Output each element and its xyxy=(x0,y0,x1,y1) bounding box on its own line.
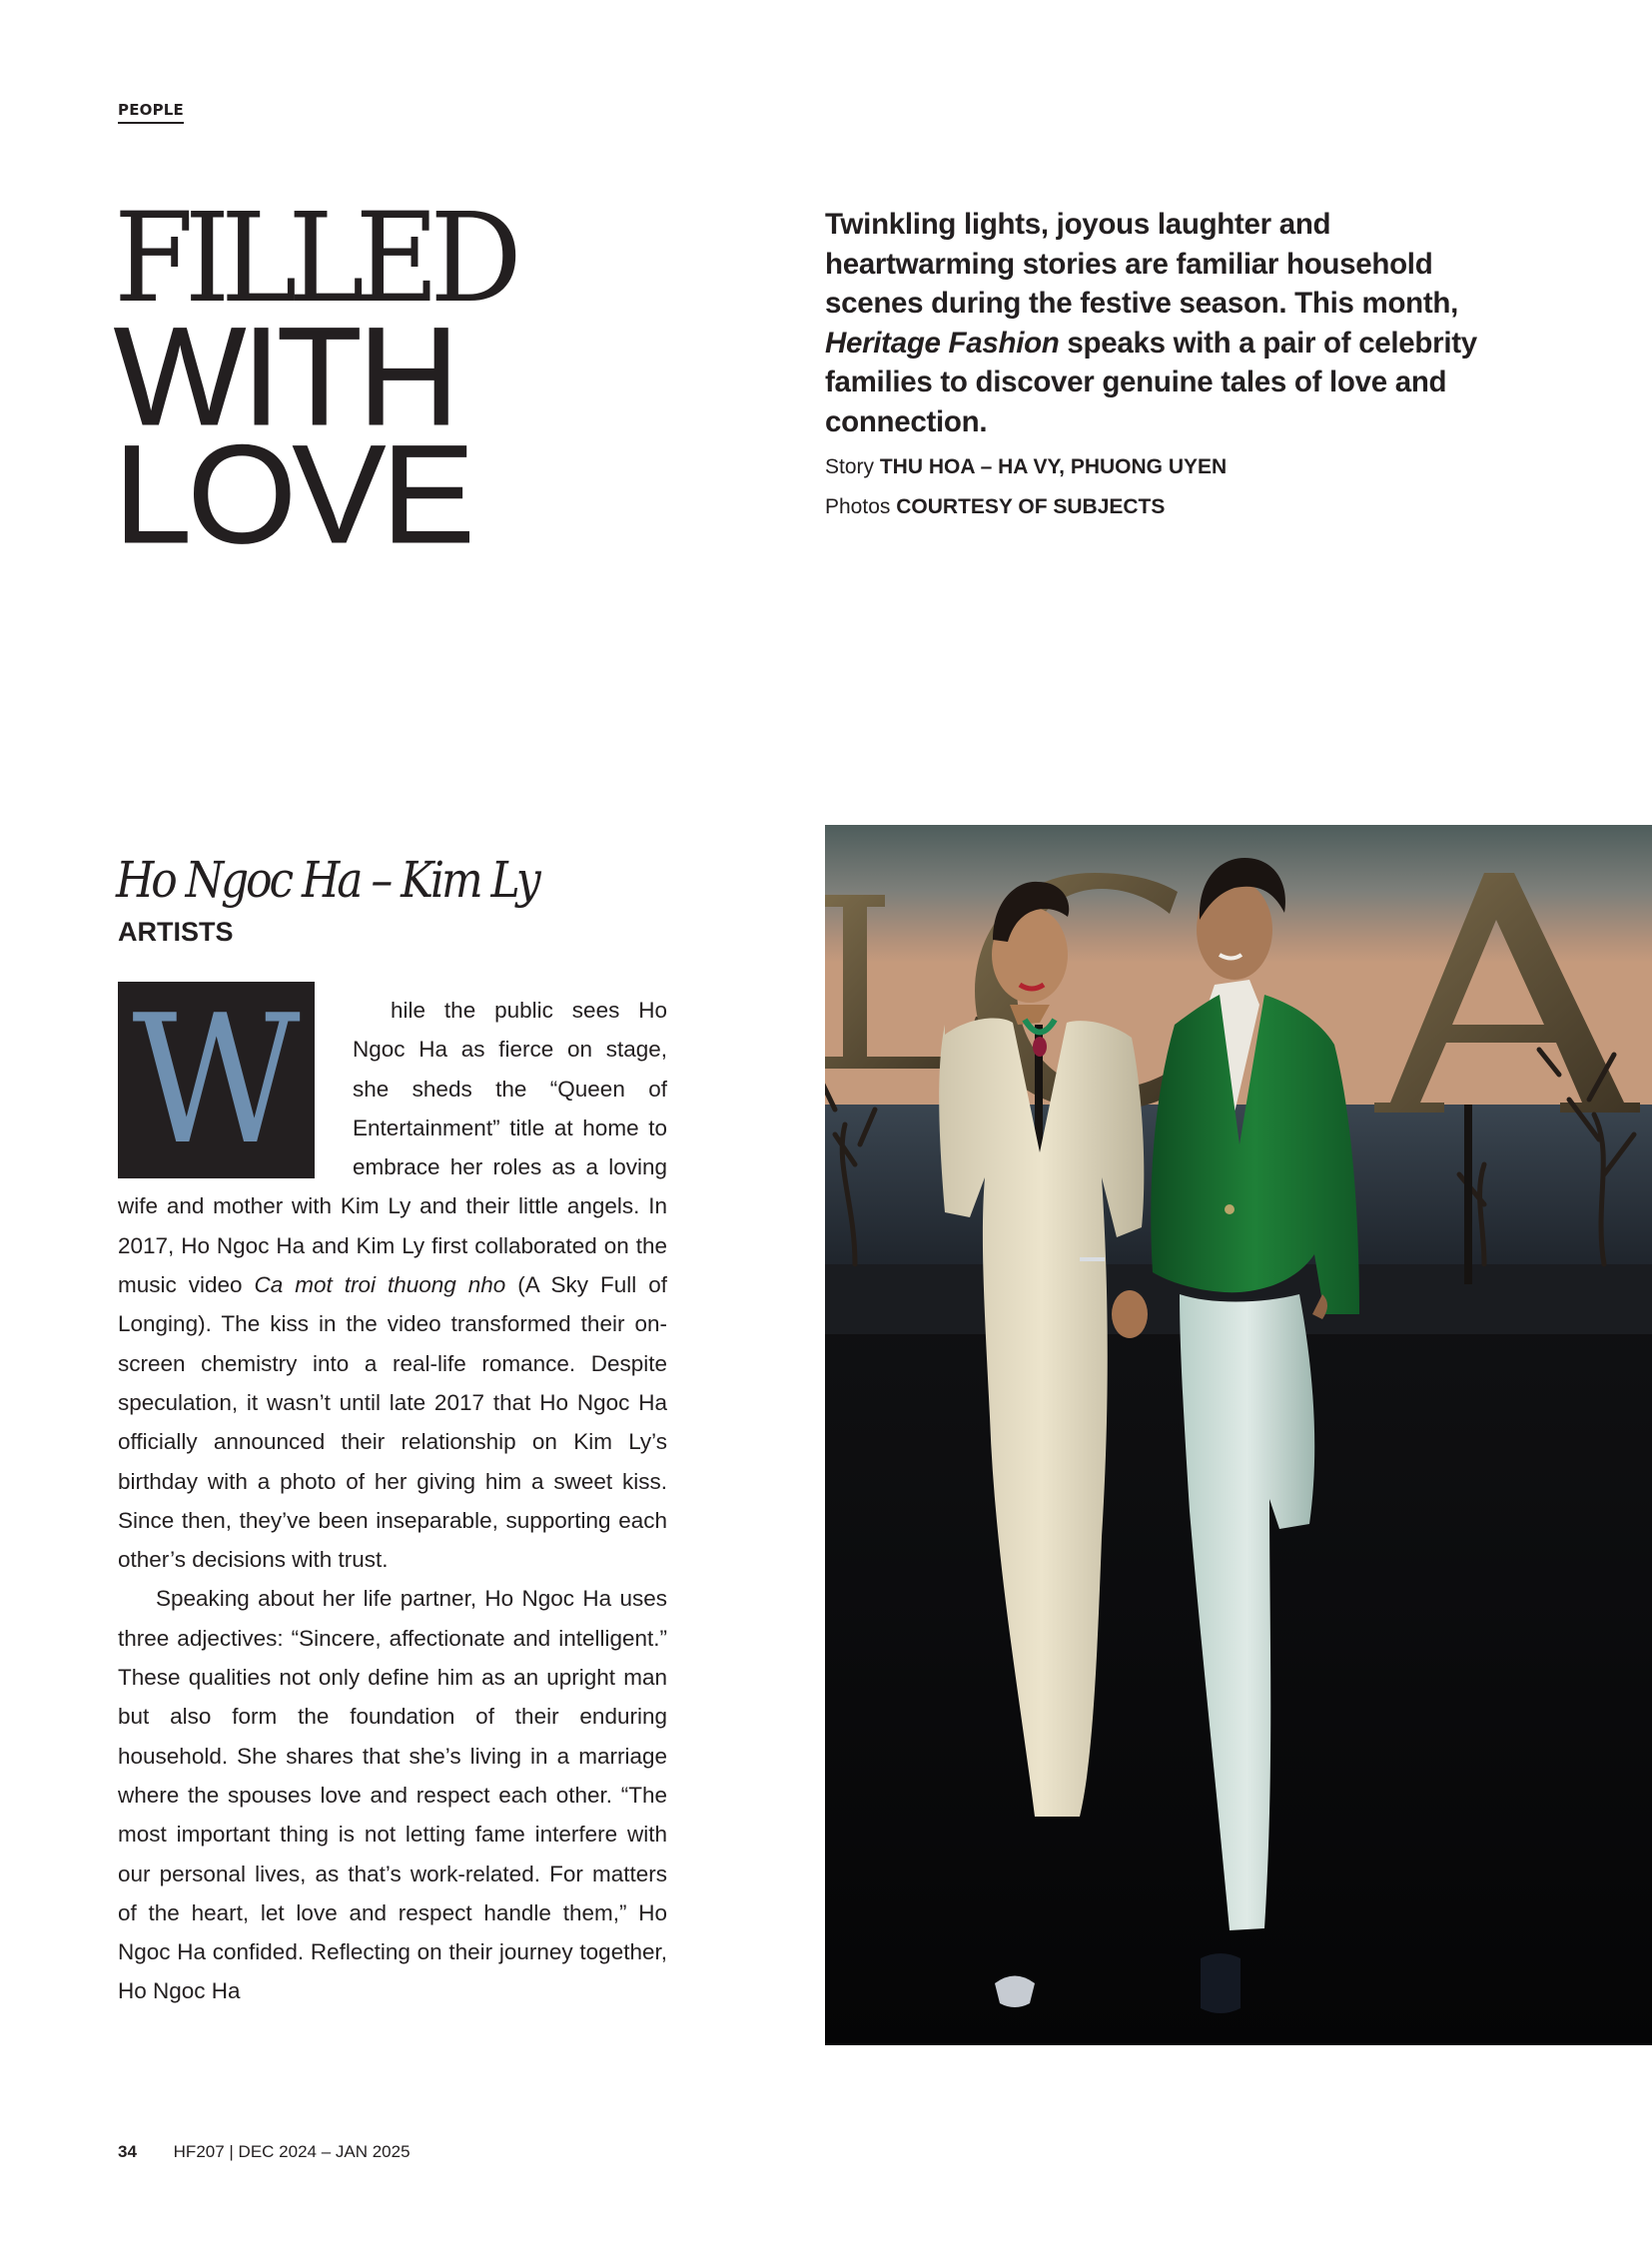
sparkle-heels xyxy=(995,1976,1035,2008)
story-authors: THU HOA – HA VY, PHUONG UYEN xyxy=(879,455,1228,478)
headline-line-2: WITH xyxy=(114,298,455,454)
story-credit xyxy=(825,447,1227,487)
holding-hands xyxy=(1112,1290,1148,1338)
headline xyxy=(114,187,543,572)
subject-role: ARTISTS xyxy=(118,917,234,947)
headline-line-3: LOVE xyxy=(114,415,471,572)
subject-name: Ho Ngoc Ha – Kim Ly xyxy=(116,851,538,909)
page-number: 34 xyxy=(118,2142,137,2161)
velvet-loafers xyxy=(1201,1953,1240,2013)
paragraph-2: Speaking about her life partner, Ho Ngoc Ha uses three adjectives: “Sincere, affectionate and intelligent.” These qualities not only define him as an upright man but also form the foundation of their enduring household. She shares that she’s living in a marriage where the spouses love and respect each other. “The most important thing is not letting fame interfere with our personal lives, as that’s work-related. For matters of the heart, let love and respect handle them,” Ho Ngoc Ha confided. Reflecting on their journey together, Ho Ngoc Ha xyxy=(118,1586,667,2004)
credits xyxy=(825,447,1227,527)
photos-label: Photos xyxy=(825,495,891,518)
photos-source: COURTESY OF SUBJECTS xyxy=(896,495,1166,518)
issue-info: HF207 | DEC 2024 – JAN 2025 xyxy=(173,2142,411,2161)
sign-post xyxy=(1464,1105,1472,1284)
drop-cap-letter: W xyxy=(132,977,301,1183)
drop-cap xyxy=(118,977,315,1183)
blazer-button xyxy=(1225,1204,1235,1214)
headline-line-1: FILLED xyxy=(114,187,513,331)
publication-name: Heritage Fashion xyxy=(825,326,1060,360)
article-body xyxy=(118,977,667,2011)
section-tag: PEOPLE xyxy=(118,101,184,124)
standfirst-text-2: speaks with a pair of celebrity families to discover genuine tales of love and connection. xyxy=(825,326,1477,438)
page-footer xyxy=(118,2142,411,2162)
photo-credit xyxy=(825,487,1227,527)
music-video-title: Ca mot troi thuong nho xyxy=(254,1272,506,1298)
photo-illustration xyxy=(825,825,1652,2045)
paragraph-1-text-b: (A Sky Full of Longing). The kiss in the video transformed their on-screen chemistry into a real-life romance. Despite speculation, it wasn’t until late 2017 that Ho Ngoc Ha officially announced their relationship on Kim Ly’s birthday with a photo of her giving him a sweet kiss. Since then, they’ve been inseparable, supporting each other’s decisions with trust. xyxy=(118,1272,667,1573)
couple-photo xyxy=(825,825,1652,2045)
standfirst-text-1: Twinkling lights, joyous laughter and heartwarming stories are familiar household scenes during the festive season. This month, xyxy=(825,208,1459,320)
story-label: Story xyxy=(825,455,875,478)
standfirst xyxy=(825,205,1504,441)
pendant xyxy=(1033,1037,1047,1057)
paragraph-1-text-a: hile the public sees Ho Ngoc Ha as fierce on stage, she sheds the “Queen of Entertainment” title at home to embrace her roles as a loving wife and mother with Kim Ly and their little angels. In 2017, Ho Ngoc Ha and Kim Ly first collaborated on the music video xyxy=(118,998,667,1298)
